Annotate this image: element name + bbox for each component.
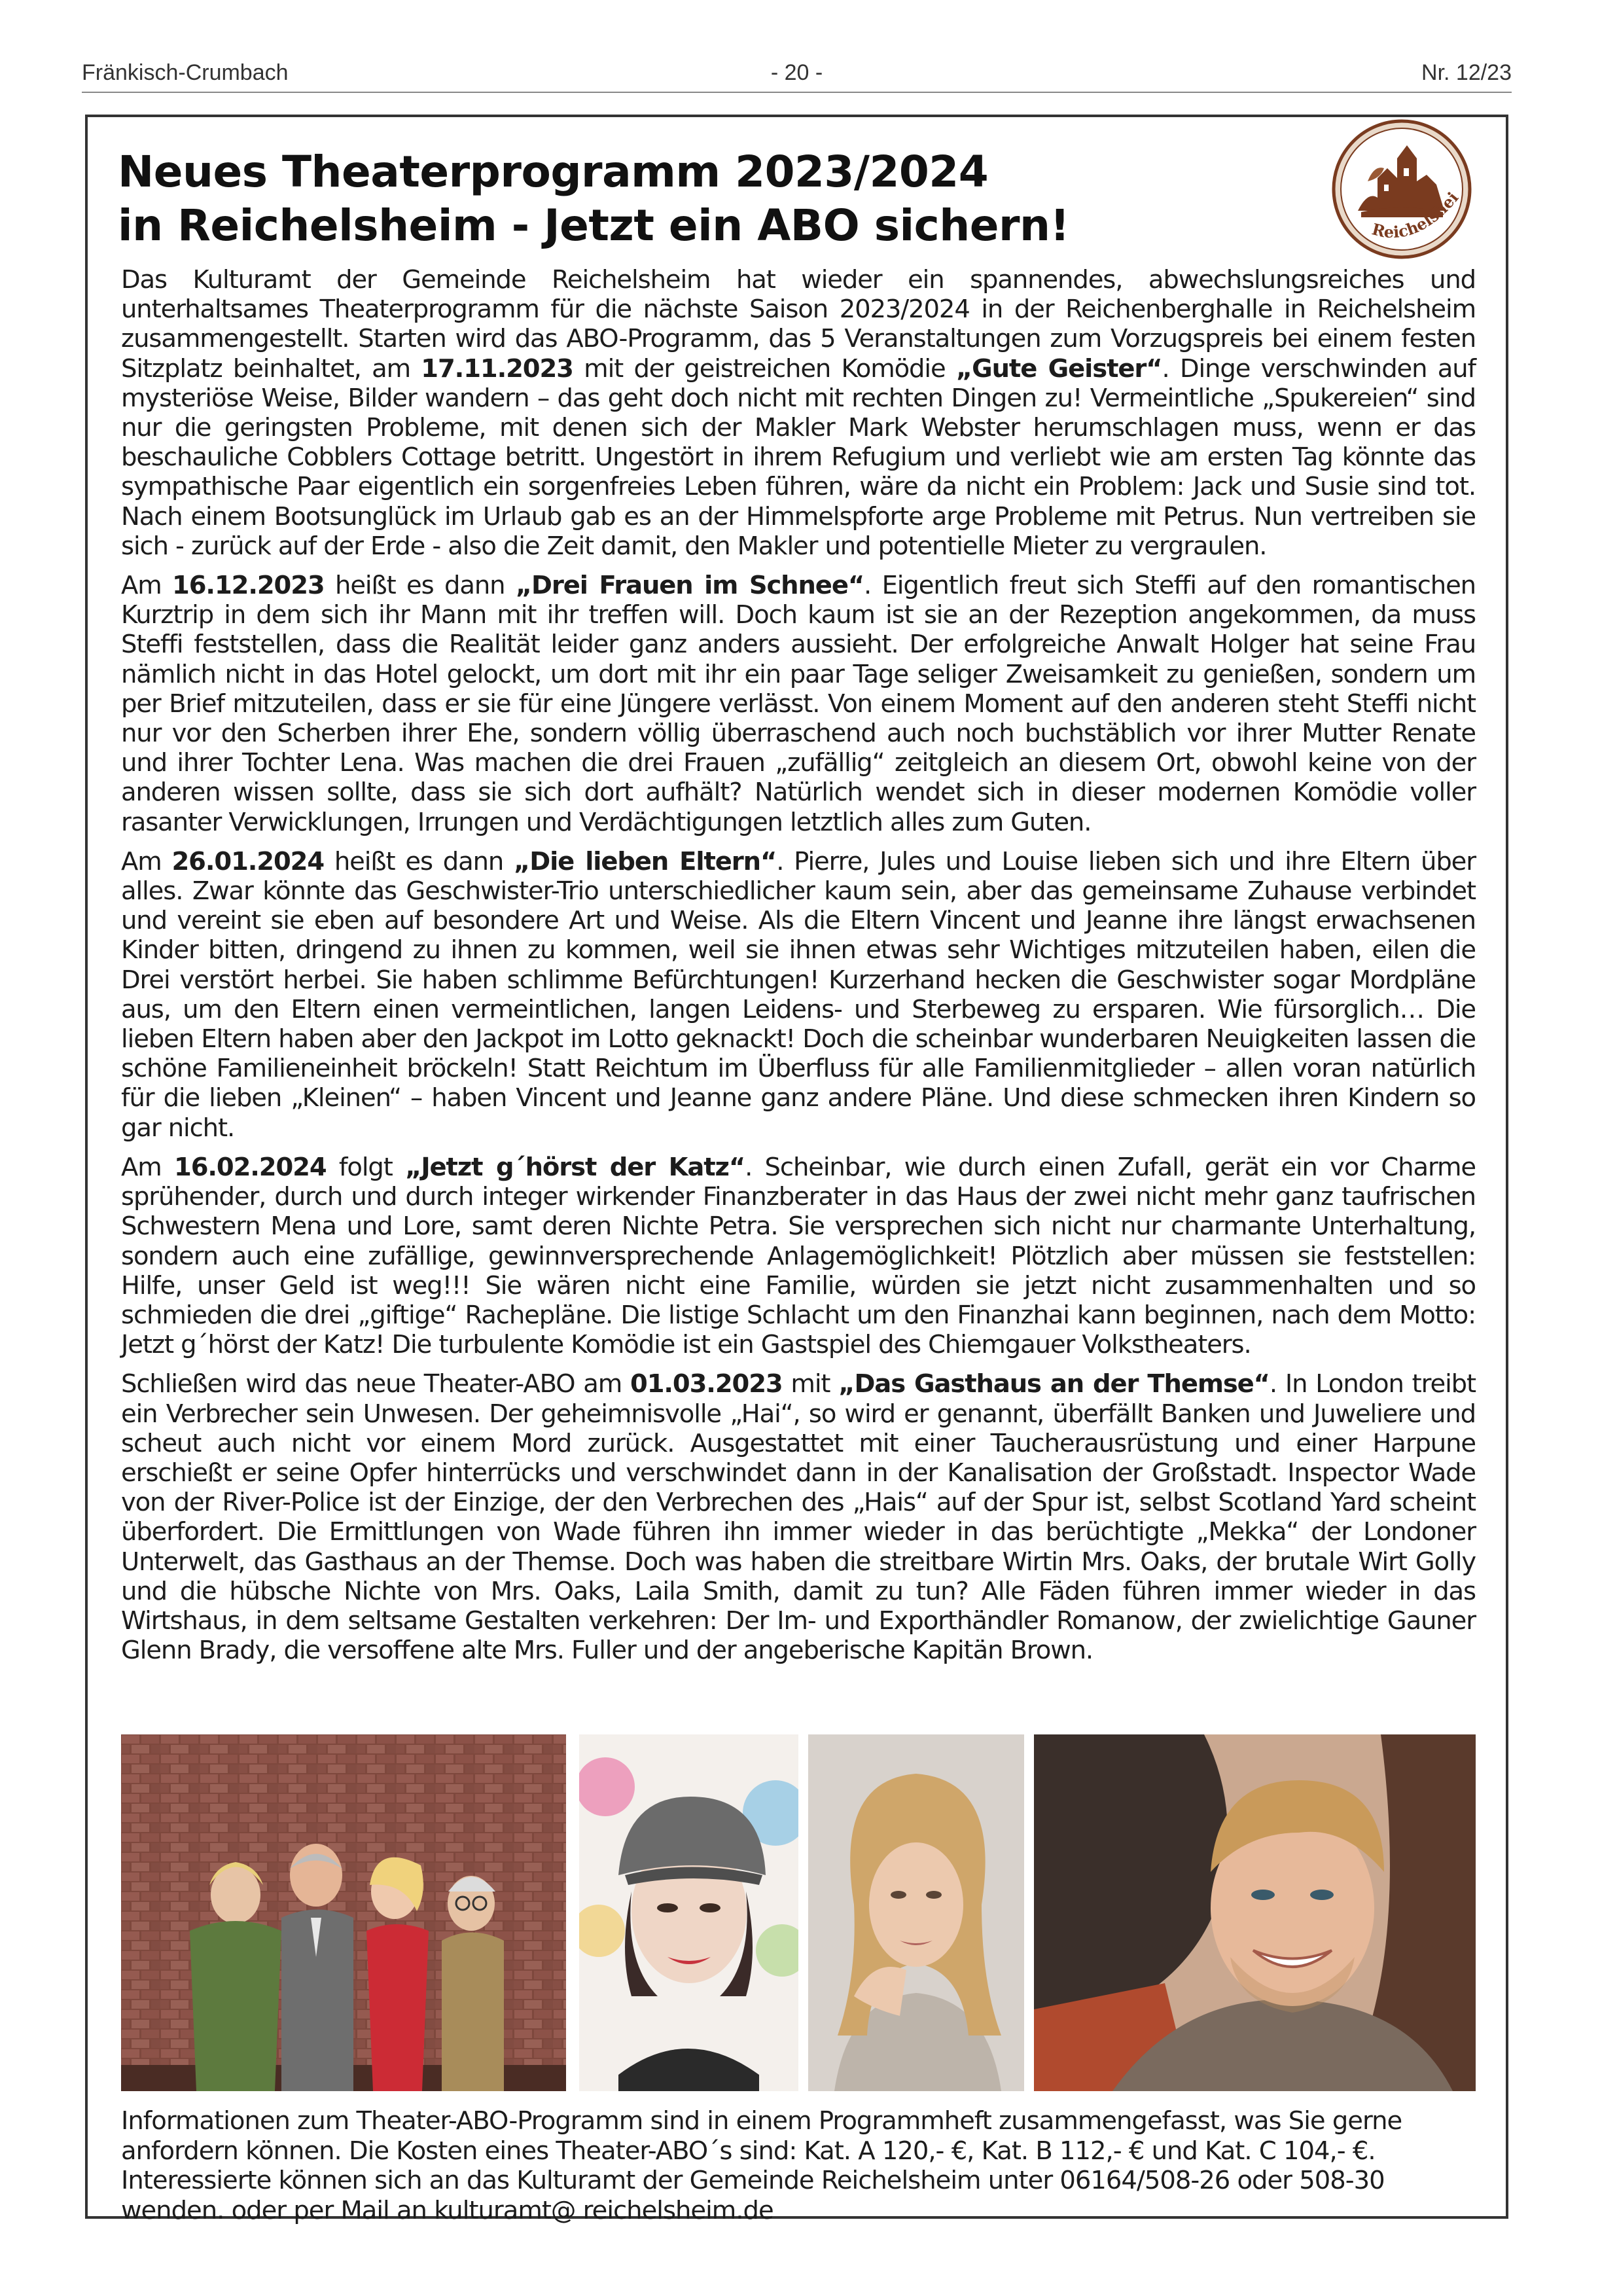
header-issue-number: Nr. 12/23	[1421, 60, 1512, 85]
play-title-gasthaus: „Das Gasthaus an der Themse“	[838, 1369, 1270, 1399]
photo-woman-with-cap	[579, 1734, 798, 2091]
play-title-gute-geister: „Gute Geister“	[955, 353, 1162, 384]
paragraph-gasthaus: Schließen wird das neue Theater-ABO am 01.03.2023 mit „Das Gasthaus an der Themse“. In London treibt ein Verbrecher sein Unwesen. Der geheimnisvolle „Hai“, so wird er genannt, überfällt Banken und Juweliere und scheut auch nicht vor einem Mord zurück. Ausgestattet mit einer Taucherausrüstung und einer Harpune erschießt er seine Opfer hinterrücks und verschwindet dann in der Kanalisation der Großstadt. Inspector Wade von der River-Police ist der Einzige, der den Verbrechen des „Hais“ auf der Spur ist, selbst Scotland Yard scheint überfordert. Die Ermittlungen von Wade führen ihn immer wieder in das berüchtigte „Mekka“ der Londoner Unterwelt, das Gasthaus an der Themse. Doch was haben die streitbare Wirtin Mrs. Oaks, der brutale Wirt Golly und die hübsche Nichte von Mrs. Oaks, Laila Smith, damit zu tun? Alle Fäden führen immer wieder in das Wirtshaus, in dem seltsame Gestalten verkehren: Der Im- und Exporthändler Romanow, der zwielichtige Gauner Glenn Brady, die versoffene alte Mrs. Fuller und der angeberische Kapitän Brown.	[121, 1369, 1476, 1666]
date-26-01-2024: 26.01.2024	[171, 846, 325, 876]
header-page-number: - 20 -	[770, 60, 823, 85]
paragraph-gute-geister: Das Kulturamt der Gemeinde Reichelsheim hat wieder ein spannendes, abwechslungsreiches und unterhaltsames Theaterprogramm für die nächste Saison 2023/2024 in der Reichenberghalle in Reichelsheim zusammengestellt. Starten wird das ABO-Programm, das 5 Veranstaltungen zum Vorzugspreis bei einem festen Sitzplatz beinhaltet, am 17.11.2023 mit der geistreichen Komödie „Gute Geister“. Dinge verschwinden auf mysteriöse Weise, Bilder wandern – das geht doch nicht mit rechten Dingen zu! Vermeintliche „Spukereien“ sind nur die geringsten Probleme, mit denen sich der Makler Mark Webster herumschlagen muss, wenn er das beschauliche Cobblers Cottage betritt. Ungestört in ihrem Refugium und verliebt wie am ersten Tag könnte das sympathische Paar eigentlich ein sorgenfreies Leben führen, wäre da nicht ein Problem: Jack und Susie sind tot. Nach einem Bootsunglück im Urlaub gab es an der Himmelspforte arge Probleme mit Petrus. Nun vertreiben sie sich - zurück auf der Erde - also die Zeit damit, den Makler und potentielle Mieter zu vergraulen.	[121, 265, 1476, 561]
photo-cast-group	[121, 1734, 566, 2091]
paragraph-lieben-eltern: Am 26.01.2024 heißt es dann „Die lieben Eltern“. Pierre, Jules und Louise lieben sich und ihre Eltern über alles. Zwar könnte das Geschwister-Trio unterschiedlicher kaum sein, aber das gemeinsame Zuhause verbindet und vereint sie eben auf besondere Art und Weise. Als die Eltern Vincent und Jeanne ihre längst erwachsenen Kinder bitten, dringend zu ihnen zu kommen, weil sie ihnen etwas sehr Wichtiges mitzuteilen haben, eilen die Drei verstört herbei. Sie haben schlimme Befürchtungen! Kurzerhand hecken die Geschwister sogar Mordpläne aus, um den Eltern einen vermeintlichen, langen Leidens- und Sterbeweg zu ersparen. Wie fürsorglich… Die lieben Eltern haben aber den Jackpot im Lotto geknackt! Doch die scheinbar wunderbaren Neuigkeiten lassen die schöne Familieneinheit bröckeln! Statt Reichtum im Überfluss für alle Familienmitglieder – allen voran natürlich für die lieben „Kleinen“ – haben Vincent und Jeanne ganz andere Pläne. Und diese schmecken ihren Kindern so gar nicht.	[121, 846, 1476, 1143]
play-title-drei-frauen: „Drei Frauen im Schnee“	[515, 571, 864, 601]
play-title-lieben-eltern: „Die lieben Eltern“	[514, 846, 777, 876]
info-footer	[121, 2106, 1476, 2225]
subscription-info-text: Informationen zum Theater-ABO-Programm sind in einem Programmheft zusammengefasst, was Sie gerne anfordern können. Die Kosten eines Theater-ABO´s sind: Kat. A 120,- €, Kat. B 112,- € und Kat. C 104,- €. Interessierte können sich an das Kulturamt der Gemeinde Reichelsheim unter 06164/508-26 oder 508-30 wenden. oder per Mail an kulturamt@ reichelsheim.de	[121, 2106, 1402, 2225]
header-divider	[82, 92, 1512, 93]
page-header	[82, 60, 1512, 93]
header-town-name: Fränkisch-Crumbach	[82, 60, 289, 85]
paragraph-drei-frauen: Am 16.12.2023 heißt es dann „Drei Frauen im Schnee“. Eigentlich freut sich Steffi auf den romantischen Kurztrip in dem sich ihr Mann mit ihr treffen will. Doch kaum ist sie an der Rezeption angekommen, da muss Steffi feststellen, dass die Realität leider ganz anders aussieht. Der erfolgreiche Anwalt Holger hat seine Frau nämlich nicht in das Hotel gelockt, um dort mit ihr ein paar Tage seliger Zweisamkeit zu genießen, sondern um per Brief mitzuteilen, dass er sie für eine Jüngere verlässt. Von einem Moment auf den anderen steht Steffi nicht nur vor den Scherben ihrer Ehe, sondern völlig überraschend auch noch buchstäblich vor ihrer Mutter Renate und ihrer Tochter Lena. Was machen die drei Frauen „zufällig“ zeitgleich an diesem Ort, obwohl keine von der anderen wissen sollte, dass sie sich dort aufhält? Natürlich wendet sich in dieser modernen Komödie voller rasanter Verwicklungen, Irrungen und Verdächtigungen letztlich alles zum Guten.	[121, 571, 1476, 837]
photo-blonde-woman	[808, 1734, 1024, 2091]
article-title	[118, 145, 1230, 253]
photo-smiling-man	[1034, 1734, 1476, 2091]
reichelsheim-logo	[1332, 119, 1472, 260]
date-16-12-2023: 16.12.2023	[172, 571, 325, 601]
date-01-03-2023: 01.03.2023	[630, 1369, 783, 1399]
logo-text: Reichelshei	[1370, 188, 1463, 242]
date-17-11-2023: 17.11.2023	[421, 353, 573, 384]
play-title-katz: „Jetzt g´hörst der Katz“	[405, 1152, 745, 1182]
date-16-02-2024: 16.02.2024	[174, 1152, 327, 1182]
article-title-line-2: in Reichelsheim - Jetzt ein ABO sichern!	[118, 200, 1070, 251]
article-title-line-1: Neues Theaterprogramm 2023/2024	[118, 147, 989, 197]
paragraph-katz: Am 16.02.2024 folgt „Jetzt g´hörst der Katz“. Scheinbar, wie durch einen Zufall, gerät ein vor Charme sprühender, durch und durch integer wirkender Finanzberater in das Haus der zwei nicht mehr ganz taufrischen Schwestern Mena und Lore, samt deren Nichte Petra. Sie versprechen sich nicht nur charmante Unterhaltung, sondern auch eine zufällige, gewinnversprechende Anlagemöglichkeit! Plötzlich aber müssen sie feststellen: Hilfe, unser Geld ist weg!!! Sie wären nicht eine Familie, würden sie jetzt nicht zusammenhalten und so schmieden die drei „giftige“ Rachepläne. Die listige Schlacht um den Finanzhai kann beginnen, nach dem Motto: Jetzt g´hörst der Katz! Die turbulente Komödie ist ein Gastspiel des Chiemgauer Volkstheaters.	[121, 1152, 1476, 1360]
article-body	[121, 265, 1476, 1675]
